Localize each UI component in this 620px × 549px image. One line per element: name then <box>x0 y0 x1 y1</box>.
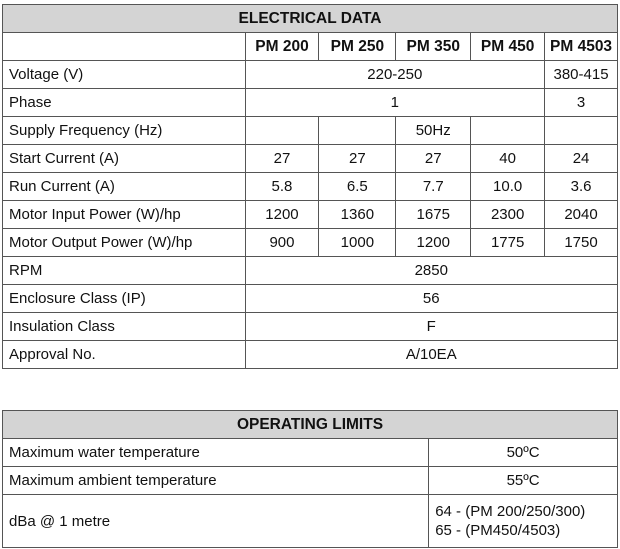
dba-line-1: 64 - (PM 200/250/300) <box>435 503 586 520</box>
model-header-pm200: PM 200 <box>245 33 319 61</box>
empty-header-cell <box>3 33 246 61</box>
value-cell: 2300 <box>471 201 545 229</box>
value-cell: 1200 <box>245 201 319 229</box>
dba-line-2: 65 - (PM450/4503) <box>435 522 561 539</box>
model-header-row <box>3 33 618 61</box>
row-label: dBa @ 1 metre <box>3 495 429 548</box>
frequency-value: 50Hz <box>396 117 471 145</box>
value-cell: 900 <box>245 229 319 257</box>
value-cell: 6.5 <box>319 173 396 201</box>
value-cell: 40 <box>471 145 545 173</box>
value-cell: 27 <box>319 145 396 173</box>
value-cell: 1000 <box>319 229 396 257</box>
electrical-data-title: ELECTRICAL DATA <box>3 5 618 33</box>
row-label: Motor Output Power (W)/hp <box>3 229 246 257</box>
row-label: RPM <box>3 257 246 285</box>
phase-three: 3 <box>545 89 618 117</box>
empty-cell <box>545 117 618 145</box>
value-cell: 1775 <box>471 229 545 257</box>
row-label: Approval No. <box>3 341 246 369</box>
table-row <box>3 341 618 369</box>
insulation-value: F <box>245 313 617 341</box>
voltage-three-phase: 380-415 <box>545 61 618 89</box>
row-label: Maximum water temperature <box>3 439 429 467</box>
table-row <box>3 61 618 89</box>
table-row <box>3 467 618 495</box>
model-header-pm4503: PM 4503 <box>545 33 618 61</box>
value-cell: 3.6 <box>545 173 618 201</box>
empty-cell <box>245 117 319 145</box>
ambient-temp-value: 55ºC <box>429 467 618 495</box>
row-label: Maximum ambient temperature <box>3 467 429 495</box>
phase-single: 1 <box>245 89 545 117</box>
row-label: Voltage (V) <box>3 61 246 89</box>
table-row <box>3 173 618 201</box>
value-cell: 5.8 <box>245 173 319 201</box>
value-cell: 1750 <box>545 229 618 257</box>
model-header-pm450: PM 450 <box>471 33 545 61</box>
row-label: Start Current (A) <box>3 145 246 173</box>
operating-limits-table <box>2 410 618 548</box>
row-label: Insulation Class <box>3 313 246 341</box>
value-cell: 10.0 <box>471 173 545 201</box>
value-cell: 27 <box>396 145 471 173</box>
value-cell: 1675 <box>396 201 471 229</box>
operating-limits-title: OPERATING LIMITS <box>3 411 618 439</box>
table-row <box>3 257 618 285</box>
table-row <box>3 201 618 229</box>
value-cell: 24 <box>545 145 618 173</box>
table-row <box>3 89 618 117</box>
row-label: Supply Frequency (Hz) <box>3 117 246 145</box>
row-label: Motor Input Power (W)/hp <box>3 201 246 229</box>
value-cell: 7.7 <box>396 173 471 201</box>
table-title-row <box>3 411 618 439</box>
dba-values <box>429 495 618 548</box>
row-label: Phase <box>3 89 246 117</box>
water-temp-value: 50ºC <box>429 439 618 467</box>
table-row <box>3 285 618 313</box>
table-row <box>3 439 618 467</box>
table-row <box>3 313 618 341</box>
empty-cell <box>471 117 545 145</box>
value-cell: 27 <box>245 145 319 173</box>
approval-value: A/10EA <box>245 341 617 369</box>
empty-cell <box>319 117 396 145</box>
row-label: Enclosure Class (IP) <box>3 285 246 313</box>
value-cell: 2040 <box>545 201 618 229</box>
table-row <box>3 117 618 145</box>
value-cell: 1200 <box>396 229 471 257</box>
table-row <box>3 495 618 548</box>
electrical-data-table <box>2 4 618 369</box>
rpm-value: 2850 <box>245 257 617 285</box>
table-title-row <box>3 5 618 33</box>
model-header-pm250: PM 250 <box>319 33 396 61</box>
value-cell: 1360 <box>319 201 396 229</box>
row-label: Run Current (A) <box>3 173 246 201</box>
table-row <box>3 229 618 257</box>
enclosure-value: 56 <box>245 285 617 313</box>
model-header-pm350: PM 350 <box>396 33 471 61</box>
voltage-single-phase: 220-250 <box>245 61 545 89</box>
table-row <box>3 145 618 173</box>
